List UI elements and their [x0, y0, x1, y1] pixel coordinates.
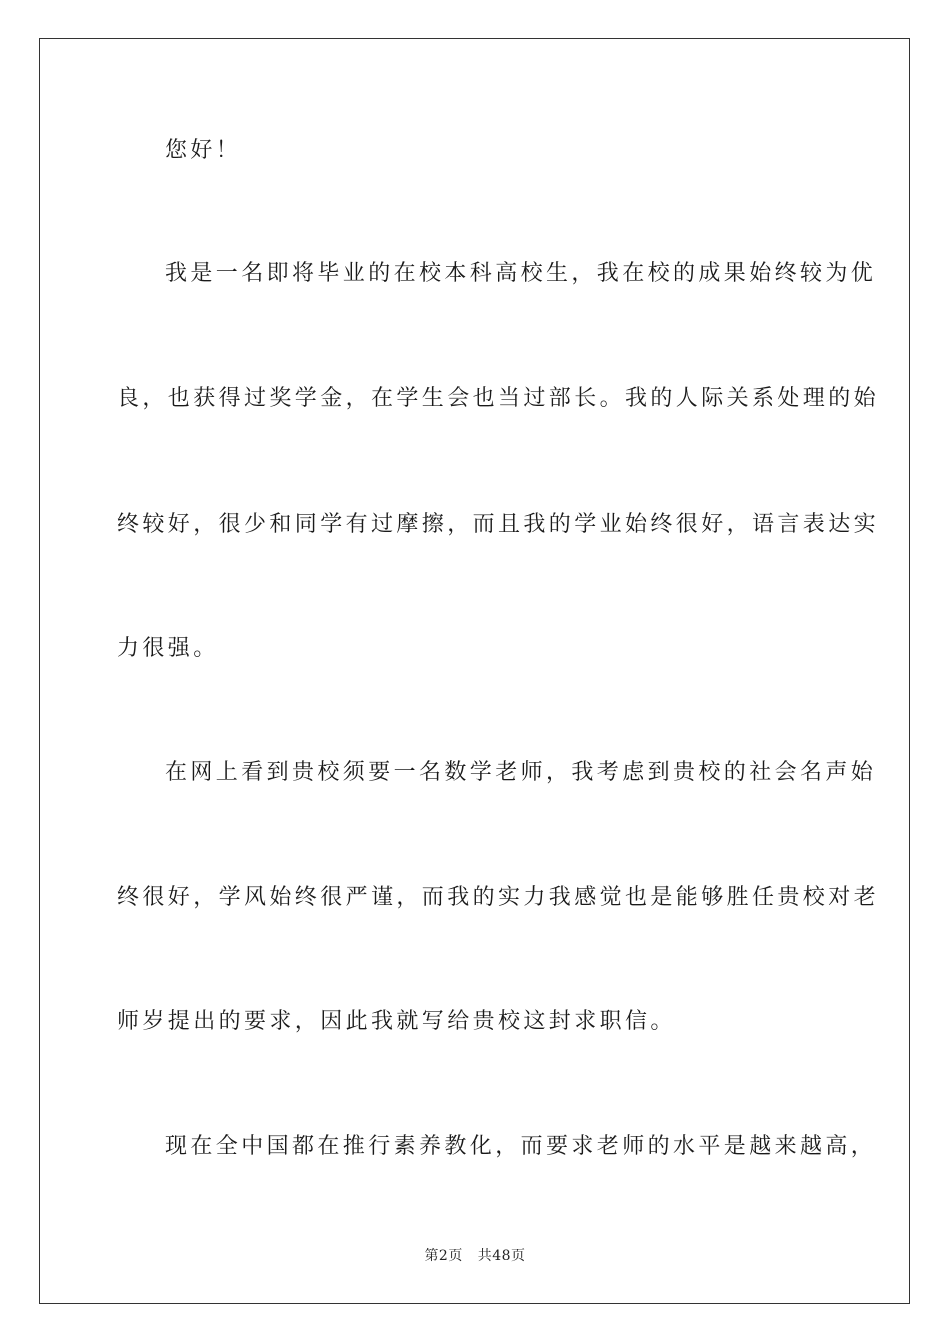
- paragraph-1-line-1: 我是一名即将毕业的在校本科高校生，我在校的成果始终较为优: [165, 261, 877, 286]
- page-footer: [0, 1246, 950, 1266]
- paragraph-1-line-3: 终较好，很少和同学有过摩擦，而且我的学业始终很好，语言表达实: [117, 512, 880, 537]
- page-number: 第2页: [424, 1248, 463, 1264]
- paragraph-3-line-1: 现在全中国都在推行素养教化，而要求老师的水平是越来越高，: [165, 1134, 877, 1159]
- paragraph-2-line-1: 在网上看到贵校须要一名数学老师，我考虑到贵校的社会名声始: [165, 760, 877, 785]
- paragraph-1-line-4: 力很强。: [117, 636, 219, 661]
- paragraph-2-line-2: 终很好，学风始终很严谨，而我的实力我感觉也是能够胜任贵校对老: [117, 885, 880, 910]
- paragraph-1-line-2: 良，也获得过奖学金，在学生会也当过部长。我的人际关系处理的始: [117, 386, 880, 411]
- page-border: [39, 38, 910, 1304]
- total-pages: 共48页: [477, 1248, 526, 1264]
- paragraph-2-line-3: 师岁提出的要求，因此我就写给贵校这封求职信。: [117, 1009, 676, 1034]
- greeting: 您好！: [165, 138, 242, 163]
